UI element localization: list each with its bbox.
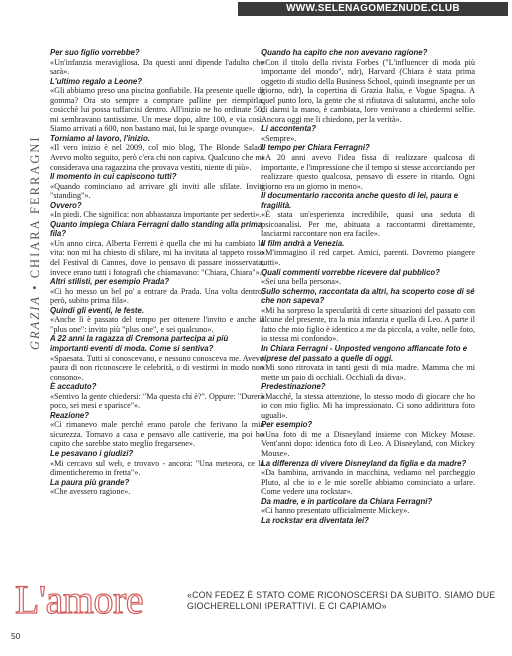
interview-question: Torniamo al lavoro, l'inizio. xyxy=(50,133,150,143)
interview-answer: «In piedi. Che significa: non abbastanza importante per sederti». xyxy=(50,210,262,220)
interview-question: Ovvero? xyxy=(50,200,82,210)
interview-question: Il tempo per Chiara Ferragni? xyxy=(261,143,370,153)
interview-answer: «Ci hanno presentato ufficialmente Mickey». xyxy=(261,506,410,516)
interview-question: Li accontenta? xyxy=(261,124,317,134)
interview-answer: «Sei una bella persona». xyxy=(261,277,342,287)
magazine-brand: GRAZIA xyxy=(28,294,42,350)
interview-question: Per esempio? xyxy=(261,420,313,430)
interview-answer: «M'immagino il red carpet. Amici, parenti. Dovremo piangere tutti». xyxy=(261,248,475,268)
interview-answer: «Mi cercavo sul web, e trovavo - ancora: "Una meteora, ce la dimenticheremo in fretta"». xyxy=(50,458,264,478)
interview-answer: «Da bambina, arrivando in macchina, vediamo nel parcheggio Pluto, al che io e le mie sorelle abbiamo cominciato a urlare. Come vedere una rockstar». xyxy=(261,468,475,497)
interview-answer: «Ci ho messo un bel po' a entrare da Prada. Una volta dentro, però, subito prima fila». xyxy=(50,286,264,306)
interview-answer: «Sentivo la gente chiedersi: "Ma questa chi è?". Oppure: "Durerà poco, sei mesi e sparisce"». xyxy=(50,391,264,411)
running-head-text xyxy=(28,135,43,350)
interview-answer: «Con il titolo della rivista Forbes ("L'influencer di moda più importante del mondo", ndr), Harvard (Chiara è stata prima oggetto di studio della Business School, quindi insegnante per un giorno, ndr), la copertina di Grazia Italia, e Vogue Spagna. A quel punto loro, la gente che si rifiutava di salutarmi, anche solo di darmi la mano, è cambiata, loro venivano a chiedermi selfie. Ancora oggi me li chiedono, per la verità». xyxy=(261,57,475,124)
interview-answer: «Un anno circa. Alberta Ferretti è quella che mi ha cambiato la vita: non mi ha chiesto di sfilare, mi ha invitata al tappeto rosso del Festival di Cannes, dove io pensavo di passare inosservata, invece erano tutti i fotografi che chiamavano: "Chiara, Chiara"». xyxy=(50,238,264,277)
running-head-separator: • xyxy=(28,283,42,290)
interview-answer: «Macché, la stessa attenzione, lo stesso modo di giocare che ho io con mio figlio. Mi ha impressionato. Ci sono addirittura foto uguali». xyxy=(261,391,475,420)
interview-question: La paura più grande? xyxy=(50,477,130,487)
interview-question: In Chiara Ferragni - Unposted vengono affiancate foto e riprese del passato a quelle di oggi. xyxy=(261,343,468,363)
interview-answer: «A 20 anni avevo l'idea fissa di realizzare qualcosa di importante, e l'impressione che il tempo si stesse accorciando per realizzare questo qualcosa, pensavo di essere in ritardo. Ogni giorno era un giorno in meno». xyxy=(261,153,475,191)
interview-question: Il momento in cui capiscono tutti? xyxy=(50,172,177,182)
interview-question: Quindi gli eventi, le feste. xyxy=(50,305,145,315)
interview-question: La rockstar era diventata lei? xyxy=(261,515,369,525)
watermark: WWW.SELENAGOMEZNUDE.CLUB xyxy=(238,2,508,16)
sidebar-running-head xyxy=(12,50,42,350)
interview-question: Quando ha capito che non avevano ragione? xyxy=(261,48,428,57)
pull-quote-word: L'amore xyxy=(15,577,144,622)
interview-question: Il film andrà a Venezia. xyxy=(261,238,345,248)
interview-question: Altri stilisti, per esempio Prada? xyxy=(50,277,170,287)
interview-answer: «Quando cominciano ad arrivare gli inviti alle sfilate. Inviti "standing"». xyxy=(50,181,264,201)
pull-quote-text: «CON FEDEZ È STATO COME RICONOSCERSI DA SUBITO. SIAMO DUE GIOCHERELLONI IPERATTIVI. E CI CAPIAMO» xyxy=(187,590,496,611)
interview-answer: «Sempre». xyxy=(261,133,297,143)
interview-question: Quali commenti vorrebbe ricevere dal pubblico? xyxy=(261,267,440,277)
interview-question: Sullo schermo, raccontata da altri, ha scoperto cose di sé che non sapeva? xyxy=(261,286,475,306)
interview-answer: «Che avessero ragione». xyxy=(50,487,131,497)
interview-answer: «Spaesata. Tutti si conoscevano, e nessuno conosceva me. Avevo paura di non riconoscere le celebrità, o di vestirmi in modo non consono». xyxy=(50,353,264,382)
interview-answer: «Anche lì è passato del tempo per ottenere l'invito e anche il "plus one": invito più "plus one", e sei qualcuno». xyxy=(50,315,264,334)
interview-answer: «È stata un'esperienza incredibile, quasi una seduta di psicoanalisi. Per me, abituata a raccontarmi direttamente, lasciarmi raccontare non era facile». xyxy=(261,210,475,239)
interview-answer: «Mi sono ritrovata in tanti gesti di mia madre. Mamma che mi mette un paio di occhiali. Occhiali da diva». xyxy=(261,363,475,382)
interview-question: Le pesavano i giudizi? xyxy=(50,448,134,458)
interview-question: L'ultimo regalo a Leone? xyxy=(50,76,142,86)
interview-question: Reazione? xyxy=(50,410,89,420)
interview-question: Il documentario racconta anche questo di lei, paura e fragilità. xyxy=(261,191,459,210)
interview-answer: «Una foto di me a Disneyland insieme con Mickey Mouse. Vent'anni dopo: identica foto di Leo. A Disneyland, con Mickey Mouse». xyxy=(261,429,475,458)
interview-answer: «Un'infanzia meravigliosa. Da questi anni dipende l'adulto che sarà». xyxy=(50,57,264,77)
interview-answer: «Il vero inizio è nel 2009, col mio blog, The Blonde Salad. Avevo molto seguito, però c'era chi non capiva. Qualcuno che mi considerava una ragazzina che provava vestiti, niente di più». xyxy=(50,143,264,172)
interview-question: Quanto impiega Chiara Ferragni dallo standing alla prima fila? xyxy=(50,219,263,239)
interview-answer: «Ci rimanevo male perché erano parole che ferivano la mia sicurezza. Tornavo a casa e pensavo alle cattiverie, ma poi ho capito che sarebbe stato meglio fregarsene». xyxy=(50,420,264,449)
interview-answer: «Gli abbiamo preso una piscina gonfiabile. Ha presente quelle di gomma? Ora sto sempre a comprare palline per riempirla, cosicché lui possa tuffarcisi dentro. All'inizio ne ho ordinate 50, mi sembravano tantissime. Un mese dopo, altre 100, e via così. Siamo arrivati a 600, non bastano mai, lui le sparge ovunque». xyxy=(50,86,264,134)
interview-question: È accaduto? xyxy=(50,382,97,392)
interview-question: Predestinazione? xyxy=(261,382,326,392)
article-column-left xyxy=(50,48,264,497)
interview-question: Da madre, e in particolare da Chiara Ferragni? xyxy=(261,496,433,506)
article-column-right xyxy=(261,48,475,525)
page-number: 50 xyxy=(11,631,21,641)
interview-question: La differenza di vivere Disneyland da figlia e da madre? xyxy=(261,458,467,468)
pull-quote xyxy=(15,577,505,622)
interview-question: A 22 anni la ragazza di Cremona partecipa ai più importanti eventi di moda. Come si sentiva? xyxy=(50,334,229,353)
interview-answer: «Mi ha sorpreso la specularità di certe situazioni del passato con alcune del presente, tra la mia infanzia e quella di Leo. A parte il fatto che mio figlio è identico a me da piccola, a volte, nelle foto, io stessa mi confondo». xyxy=(261,305,475,344)
running-head-name: CHIARA FERRAGNI xyxy=(28,135,42,279)
interview-question: Per suo figlio vorrebbe? xyxy=(50,48,140,57)
